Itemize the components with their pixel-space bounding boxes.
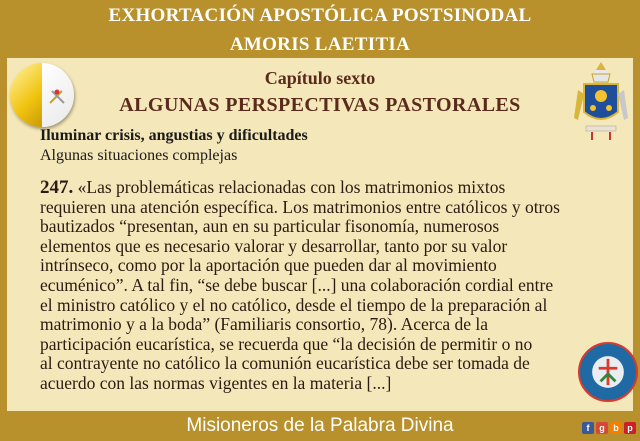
- footer-text: Misioneros de la Palabra Divina: [186, 415, 454, 436]
- google-plus-icon[interactable]: g: [596, 422, 608, 434]
- section-heading: Iluminar crisis, angustias y dificultades: [40, 127, 308, 144]
- pinterest-icon[interactable]: p: [624, 422, 636, 434]
- chapter-subtitle: ALGUNAS PERSPECTIVAS PASTORALES: [119, 94, 521, 116]
- section-subheading: Algunas situaciones complejas: [40, 147, 238, 164]
- chapter-title: Capítulo sexto: [264, 68, 376, 88]
- paragraph-line: bautizados “presentan, aun en su particular fisonomía, numerosos: [40, 216, 500, 237]
- paragraph-line: acuerdo con las normas vigentes en la materia [...]: [40, 372, 392, 393]
- paragraph-line: intrínseco, como por la aportación que pueden dar al movimiento: [40, 255, 497, 276]
- facebook-icon[interactable]: f: [582, 422, 594, 434]
- missionaries-logo-icon: [578, 342, 638, 402]
- paragraph-text: [40, 178, 605, 394]
- paragraph-line: matrimonio y a la boda” (Familiaris consortio, 78). Acerca de la: [40, 314, 489, 335]
- header-line-1: EXHORTACIÓN APOSTÓLICA POSTSINODAL: [108, 5, 532, 26]
- paragraph-line: ecuménico”. A tal fin, “se debe buscar [...] una colaboración cordial entre: [40, 274, 554, 295]
- header-line-2: AMORIS LAETITIA: [229, 34, 411, 55]
- paragraph-line: elementos que es necesario valorar y desarrollar, tanto por su valor: [40, 235, 508, 256]
- paragraph-line: participación eucarística, se recuerda que “la decisión de permitir o no: [40, 333, 533, 354]
- paragraph-line: [40, 178, 605, 198]
- blogger-icon[interactable]: b: [610, 422, 622, 434]
- paragraph-number: 247.: [40, 177, 74, 198]
- paragraph-line: al contrayente no católico la comunión eucarística debe ser tomada de: [40, 353, 530, 374]
- paragraph-line: requieren una atención específica. Los matrimonios entre católicos y otros: [40, 196, 560, 217]
- paragraph-line: el ministro católico y el no católico, desde el tiempo de la preparación al: [40, 294, 548, 315]
- paragraph-line-text: «Las problemáticas relacionadas con los matrimonios mixtos: [73, 177, 506, 197]
